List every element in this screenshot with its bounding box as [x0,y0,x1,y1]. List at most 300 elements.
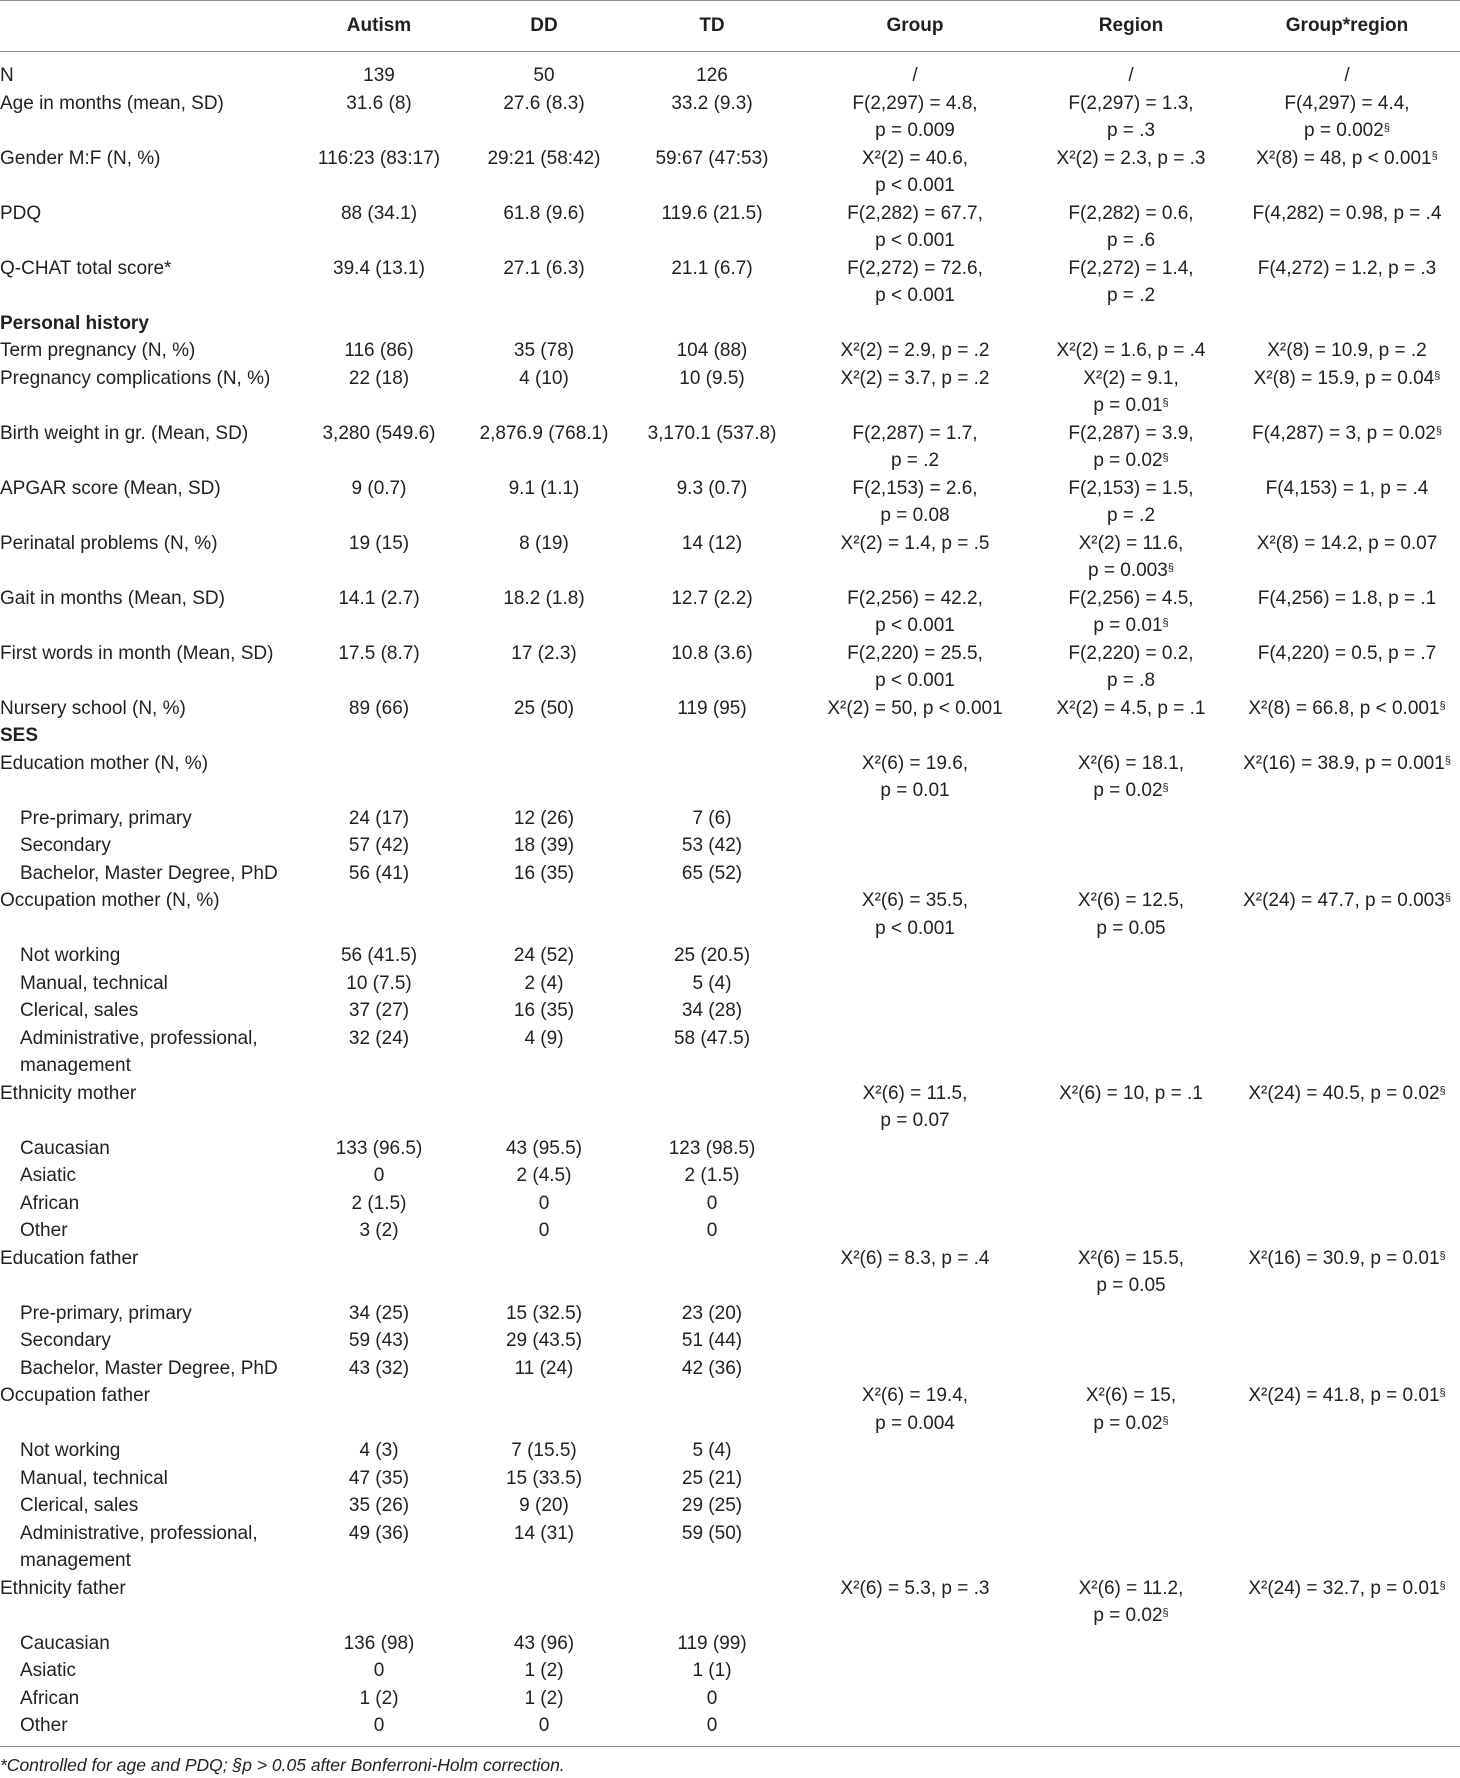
table-row [0,145,1460,200]
region-cell: X²(6) = 10, p = .1 [1059,1082,1203,1104]
group-region-cell [1234,1025,1460,1080]
td-cell: 42 (36) [681,1357,743,1379]
dd-cell: 4 (9) [524,1027,564,1049]
table-subrow [0,1465,1460,1493]
autism-cell: 47 (35) [348,1467,410,1489]
section-title: SES [0,725,39,746]
region-cell [1028,1712,1234,1746]
group-region-cell: X²(24) = 40.5, p = 0.02§ [1248,1082,1446,1104]
table-subrow [0,1327,1460,1355]
group-region-cell [1234,860,1460,888]
dd-cell: 29 (43.5) [505,1330,583,1351]
group-cell: X²(6) = 19.4, p = 0.004 [861,1385,969,1434]
autism-cell: 56 (41) [348,862,410,884]
row-label: APGAR score (Mean, SD) [0,477,221,499]
table-subrow [0,1300,1460,1328]
dd-cell: 27.6 (8.3) [503,92,585,114]
td-cell: 12.7 (2.2) [671,587,753,609]
table-row [0,52,1460,90]
dd-cell: 16 (35) [513,1000,575,1021]
table-row [0,695,1460,723]
header-cell-td: TD [622,1,802,52]
autism-cell: 59 (43) [348,1330,410,1351]
autism-cell: 1 (2) [359,1687,399,1709]
autism-cell: 39.4 (13.1) [333,257,425,279]
header-cell-region: Region [1028,1,1234,52]
row-label: Pre-primary, primary [20,807,192,829]
td-cell: 1 (1) [692,1660,732,1681]
table-row [0,1575,1460,1630]
td-cell: 2 (1.5) [684,1165,740,1186]
table-row [0,337,1460,365]
region-cell: / [1128,65,1134,86]
group-cell [802,1630,1028,1658]
group-cell [802,1135,1028,1163]
group-region-cell: F(4,287) = 3, p = 0.02§ [1252,422,1442,444]
autism-cell: 116 (86) [344,340,414,361]
group-region-cell: F(4,256) = 1.8, p = .1 [1257,587,1437,609]
autism-cell: 10 (7.5) [346,972,412,994]
group-cell: X²(2) = 1.4, p = .5 [840,532,990,554]
dd-cell: 0 [538,1220,550,1241]
autism-cell: 2 (1.5) [351,1192,407,1214]
table-subrow [0,1190,1460,1218]
dd-cell: 7 (15.5) [511,1440,577,1461]
autism-cell: 3,280 (549.6) [322,422,436,444]
td-cell: 5 (4) [692,972,732,994]
td-cell: 123 (98.5) [668,1137,756,1159]
group-cell: F(2,282) = 67.7, p < 0.001 [847,202,983,251]
region-cell [1028,970,1234,998]
group-cell [802,1437,1028,1465]
td-cell: 10.8 (3.6) [671,642,753,664]
group-region-cell: F(4,153) = 1, p = .4 [1265,477,1429,499]
autism-cell [292,887,466,942]
table-row [0,365,1460,420]
group-cell [802,1657,1028,1685]
group-region-cell: F(4,297) = 4.4, p = 0.002§ [1284,92,1410,141]
region-cell: X²(6) = 15, p = 0.02§ [1085,1385,1177,1434]
table-row [0,255,1460,310]
header-cell-label [0,1,292,52]
region-cell: X²(6) = 11.2, p = 0.02§ [1078,1577,1184,1626]
group-region-cell [1234,1685,1460,1713]
table-row [0,1080,1460,1135]
group-region-cell [1234,1135,1460,1163]
td-cell: 29 (25) [681,1495,743,1516]
row-label: Caucasian [20,1137,110,1159]
row-label: N [0,65,14,86]
autism-cell: 22 (18) [348,367,410,389]
region-cell [1028,1135,1234,1163]
group-cell [802,1492,1028,1520]
group-cell: F(2,272) = 72.6, p < 0.001 [847,257,983,306]
dd-cell: 43 (95.5) [505,1137,583,1159]
table-subrow [0,997,1460,1025]
row-label: Gait in months (Mean, SD) [0,587,225,609]
autism-cell [292,750,466,805]
region-cell [1028,1685,1234,1713]
group-cell: F(2,220) = 25.5, p < 0.001 [847,642,983,691]
group-region-cell [1234,1520,1460,1575]
group-region-cell [1234,1217,1460,1245]
dd-cell: 2 (4.5) [516,1165,572,1186]
dd-cell [466,750,622,805]
region-cell [1028,1025,1234,1080]
group-region-cell [1234,970,1460,998]
group-cell [802,805,1028,833]
region-cell: F(2,287) = 3.9, p = 0.02§ [1068,422,1194,471]
group-cell: F(2,287) = 1.7, p = .2 [852,422,978,471]
dd-cell: 50 [533,65,555,86]
group-region-cell: X²(8) = 66.8, p < 0.001§ [1248,697,1446,719]
autism-cell: 0 [373,1660,385,1681]
group-cell [802,1190,1028,1218]
region-cell [1028,1492,1234,1520]
group-region-cell: / [1344,65,1350,86]
row-label: Perinatal problems (N, %) [0,532,218,554]
group-region-cell: X²(24) = 41.8, p = 0.01§ [1248,1385,1446,1406]
autism-cell: 3 (2) [359,1220,399,1241]
row-label: Administrative, professional, management [20,1522,258,1571]
autism-cell: 89 (66) [348,697,410,719]
table-footnote: *Controlled for age and PDQ; §p > 0.05 after Bonferroni-Holm correction. [0,1754,565,1775]
table-subrow [0,1657,1460,1685]
dd-cell: 29:21 (58:42) [487,147,601,169]
dd-cell: 2 (4) [524,972,564,994]
td-cell: 0 [706,1192,718,1214]
group-cell [802,1355,1028,1383]
row-label: Bachelor, Master Degree, PhD [20,1357,278,1379]
row-label: Secondary [20,1330,111,1351]
group-region-cell [1234,832,1460,860]
autism-cell: 43 (32) [348,1357,410,1379]
row-label: Administrative, professional, management [20,1027,258,1076]
group-region-cell: X²(16) = 38.9, p = 0.001§ [1243,752,1451,774]
td-cell [622,1382,802,1437]
table-subrow [0,1355,1460,1383]
group-cell [802,942,1028,970]
td-cell [622,1575,802,1630]
group-region-cell: X²(16) = 30.9, p = 0.01§ [1248,1247,1446,1269]
td-cell: 59:67 (47:53) [655,147,769,169]
group-region-cell [1234,1327,1460,1355]
group-cell [802,970,1028,998]
dd-cell: 25 (50) [513,697,575,719]
region-cell: F(2,153) = 1.5, p = .2 [1068,477,1194,526]
td-cell: 51 (44) [681,1330,743,1351]
row-label: Ethnicity mother [0,1082,137,1104]
group-region-cell [1234,942,1460,970]
group-cell [802,1327,1028,1355]
row-label: Clerical, sales [20,1000,139,1021]
autism-cell: 136 (98) [343,1632,415,1654]
region-cell [1028,1630,1234,1658]
autism-cell: 133 (96.5) [335,1137,423,1159]
td-cell: 119 (99) [677,1632,747,1654]
dd-cell: 17 (2.3) [511,642,577,664]
table-header [0,1,1460,52]
td-cell: 7 (6) [692,807,732,829]
dd-cell: 43 (96) [513,1632,575,1654]
dd-cell: 0 [538,1192,550,1214]
dd-cell [466,1382,622,1437]
group-cell [802,997,1028,1025]
region-cell [1028,942,1234,970]
group-cell [802,1162,1028,1190]
group-cell [802,1712,1028,1746]
dd-cell: 12 (26) [513,807,575,829]
group-cell [802,1025,1028,1080]
td-cell: 0 [706,1687,718,1709]
autism-cell: 56 (41.5) [340,945,418,966]
section-title: Personal history [0,312,149,334]
group-region-cell [1234,1437,1460,1465]
td-cell: 65 (52) [681,862,743,884]
table-row [0,640,1460,695]
table-subrow [0,1025,1460,1080]
dd-cell: 16 (35) [513,862,575,884]
region-cell: X²(2) = 1.6, p = .4 [1056,340,1206,361]
autism-cell: 34 (25) [348,1302,410,1324]
group-region-cell [1234,805,1460,833]
row-label: Clerical, sales [20,1495,139,1516]
table-subrow [0,832,1460,860]
table-row [0,530,1460,585]
group-cell [802,832,1028,860]
autism-cell: 4 (3) [359,1440,399,1461]
row-label: Secondary [20,835,111,856]
td-cell: 25 (21) [681,1467,743,1489]
region-cell: F(2,256) = 4.5, p = 0.01§ [1068,587,1194,636]
row-label: Term pregnancy (N, %) [0,340,196,361]
row-label: Education father [0,1247,139,1269]
group-cell [802,1217,1028,1245]
region-cell [1028,1162,1234,1190]
table-subrow [0,860,1460,888]
group-cell: X²(6) = 19.6, p = 0.01 [861,752,969,801]
group-cell: X²(2) = 50, p < 0.001 [827,697,1003,719]
section-header-row [0,310,1460,338]
dd-cell [466,887,622,942]
autism-cell: 37 (27) [348,1000,410,1021]
autism-cell: 14.1 (2.7) [338,587,420,609]
td-cell [622,750,802,805]
region-cell: X²(6) = 15.5, p = 0.05 [1077,1247,1185,1296]
group-region-cell [1234,1492,1460,1520]
region-cell [1028,1520,1234,1575]
td-cell: 126 [696,65,728,86]
dd-cell: 11 (24) [514,1357,574,1379]
table-row [0,1382,1460,1437]
table-row [0,90,1460,145]
group-cell: X²(6) = 8.3, p = .4 [840,1247,990,1269]
td-cell: 21.1 (6.7) [671,257,753,279]
group-region-cell: X²(8) = 48, p < 0.001§ [1256,147,1438,169]
autism-cell: 0 [373,1165,385,1186]
row-label: Caucasian [20,1632,110,1654]
row-label: Q-CHAT total score* [0,257,172,279]
region-cell [1028,1465,1234,1493]
row-label: First words in month (Mean, SD) [0,642,274,664]
region-cell [1028,1657,1234,1685]
dd-cell: 0 [466,1712,622,1746]
group-cell: X²(2) = 2.9, p = .2 [840,340,990,361]
dd-cell: 4 (10) [519,367,569,389]
group-region-cell: X²(24) = 32.7, p = 0.01§ [1248,1577,1446,1599]
row-label: Gender M:F (N, %) [0,147,161,169]
region-cell [1028,860,1234,888]
row-label: Asiatic [20,1165,76,1186]
dd-cell [466,1245,622,1300]
group-region-cell: X²(8) = 10.9, p = .2 [1267,340,1427,361]
group-region-cell [1234,1300,1460,1328]
autism-cell: 24 (17) [348,807,410,829]
td-cell: 14 (12) [681,532,743,554]
autism-cell [292,1382,466,1437]
group-cell: X²(2) = 40.6, p < 0.001 [861,147,969,196]
table-subrow [0,805,1460,833]
table-subrow [0,1630,1460,1658]
region-cell [1028,997,1234,1025]
row-label: PDQ [0,202,42,224]
dd-cell: 2,876.9 (768.1) [479,422,609,444]
header-cell-group: Group [802,1,1028,52]
table-subrow [0,1492,1460,1520]
row-label: Pre-primary, primary [20,1302,192,1324]
td-cell: 10 (9.5) [679,367,745,389]
group-region-cell [1234,1355,1460,1383]
group-cell: F(2,256) = 42.2, p < 0.001 [847,587,983,636]
dd-cell: 18 (39) [513,835,575,856]
dd-cell [466,1080,622,1135]
autism-cell [292,1245,466,1300]
row-label: African [20,1192,80,1214]
group-cell [802,1465,1028,1493]
group-cell: X²(2) = 3.7, p = .2 [840,367,990,389]
region-cell: X²(2) = 4.5, p = .1 [1056,697,1206,719]
table-body [0,52,1460,1747]
table-subrow [0,1162,1460,1190]
dd-cell: 8 (19) [519,532,569,554]
group-region-cell: F(4,220) = 0.5, p = .7 [1257,642,1437,664]
group-cell: F(2,297) = 4.8, p = 0.009 [852,92,978,141]
dd-cell [466,1575,622,1630]
row-label: Bachelor, Master Degree, PhD [20,862,278,884]
region-cell: F(2,220) = 0.2, p = .8 [1068,642,1194,691]
row-label: Occupation father [0,1385,150,1406]
region-cell: F(2,297) = 1.3, p = .3 [1068,92,1194,141]
dd-cell: 15 (33.5) [505,1467,583,1489]
dd-cell: 61.8 (9.6) [503,202,585,224]
td-cell: 53 (42) [681,835,743,856]
table-subrow [0,970,1460,998]
region-cell [1028,1355,1234,1383]
table-row [0,887,1460,942]
group-cell: X²(6) = 5.3, p = .3 [840,1577,990,1599]
table-subrow [0,1685,1460,1713]
region-cell [1028,1190,1234,1218]
autism-cell [292,1080,466,1135]
group-region-cell [1234,1712,1460,1746]
row-label: Asiatic [20,1660,76,1681]
header-cell-group-region: Group*region [1234,1,1460,52]
autism-cell: 35 (26) [348,1495,410,1516]
header-cell-autism: Autism [292,1,466,52]
region-cell [1028,832,1234,860]
group-cell [802,1300,1028,1328]
row-label: Other [0,1712,292,1746]
td-cell: 33.2 (9.3) [671,92,753,114]
header-row [0,1,1460,52]
row-label: Not working [20,1440,121,1461]
table-row [0,475,1460,530]
table-row [0,585,1460,640]
row-label: Nursery school (N, %) [0,697,186,719]
group-cell: X²(6) = 11.5, p = 0.07 [862,1082,968,1131]
table-subrow [0,1217,1460,1245]
row-label: Not working [20,945,121,966]
row-label: Manual, technical [20,1467,168,1489]
group-region-cell [1234,997,1460,1025]
group-cell [802,1685,1028,1713]
dd-cell: 35 (78) [513,340,575,361]
region-cell [1028,1437,1234,1465]
row-label: Age in months (mean, SD) [0,92,224,114]
table-row [0,420,1460,475]
region-cell [1028,805,1234,833]
autism-cell [292,1575,466,1630]
autism-cell: 17.5 (8.7) [338,642,420,664]
dd-cell: 14 (31) [513,1522,575,1544]
autism-cell: 116:23 (83:17) [317,147,441,169]
group-cell: F(2,153) = 2.6, p = 0.08 [852,477,978,526]
td-cell: 104 (88) [676,340,748,361]
group-region-cell [1234,1630,1460,1658]
group-region-cell [1234,1190,1460,1218]
row-label: Other [20,1220,68,1241]
autism-cell: 0 [292,1712,466,1746]
group-region-cell [1234,1162,1460,1190]
row-label: Pregnancy complications (N, %) [0,367,271,389]
autism-cell: 19 (15) [348,532,410,554]
td-cell [622,1080,802,1135]
table-row [0,1245,1460,1300]
region-cell: X²(2) = 11.6, p = 0.003§ [1078,532,1184,581]
region-cell: X²(6) = 12.5, p = 0.05 [1077,890,1185,939]
row-label: Education mother (N, %) [0,752,209,774]
td-cell: 9.3 (0.7) [676,477,748,499]
autism-cell: 9 (0.7) [351,477,407,499]
row-label: Occupation mother (N, %) [0,890,220,911]
dd-cell: 27.1 (6.3) [503,257,585,279]
group-region-cell [1234,1657,1460,1685]
region-cell: X²(2) = 9.1, p = 0.01§ [1083,367,1179,416]
td-cell: 119 (95) [677,697,747,719]
autism-cell: 88 (34.1) [340,202,418,224]
autism-cell: 31.6 (8) [346,92,412,114]
region-cell: F(2,272) = 1.4, p = .2 [1068,257,1194,306]
region-cell: X²(6) = 18.1, p = 0.02§ [1077,752,1185,801]
table-subrow [0,1135,1460,1163]
group-cell [802,860,1028,888]
region-cell [1028,1327,1234,1355]
region-cell [1028,1217,1234,1245]
td-cell: 59 (50) [681,1522,743,1544]
group-cell [802,1520,1028,1575]
row-label: African [20,1687,80,1709]
group-cell: X²(6) = 35.5, p < 0.001 [861,890,969,939]
